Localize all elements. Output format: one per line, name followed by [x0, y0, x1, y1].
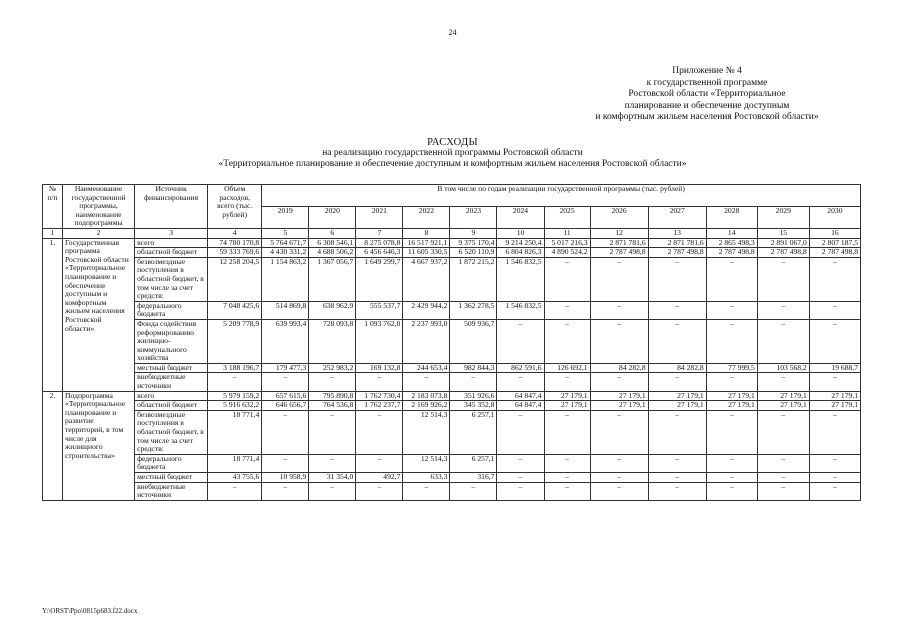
year-value-cell: 1 762 237,7 — [356, 401, 403, 411]
year-value-cell: – — [403, 482, 450, 500]
year-value-cell: 1 872 215,2 — [450, 257, 497, 301]
year-value-cell: 27 179,1 — [706, 391, 757, 401]
year-value-cell: 6 257,1 — [450, 410, 497, 454]
year-value-cell: 64 847,4 — [497, 401, 544, 411]
year-value-cell: – — [648, 373, 706, 391]
header-row — [43, 185, 861, 207]
column-number: 13 — [648, 228, 706, 238]
year-value-cell: 509 936,7 — [450, 319, 497, 363]
year-value-cell: – — [544, 257, 590, 301]
year-value-cell: – — [497, 473, 544, 483]
header-year: 2023 — [450, 206, 497, 228]
year-value-cell: 103 568,2 — [757, 363, 809, 373]
total-cell: 5 209 778,9 — [208, 319, 262, 363]
header-year: 2028 — [706, 206, 757, 228]
funding-source: внебюджетные источники — [135, 482, 208, 500]
year-value-cell: – — [648, 257, 706, 301]
table-row — [43, 248, 861, 258]
year-value-cell: 6 308 546,1 — [309, 238, 356, 248]
year-value-cell: 1 362 278,5 — [450, 301, 497, 319]
total-cell: 59 333 769,6 — [208, 248, 262, 258]
year-value-cell: 633,3 — [403, 473, 450, 483]
year-value-cell: – — [648, 473, 706, 483]
appendix-header — [557, 66, 857, 124]
table-row — [43, 301, 861, 319]
year-value-cell: 27 179,1 — [544, 391, 590, 401]
year-value-cell: 862 591,6 — [497, 363, 544, 373]
year-value-cell: 2 871 781,6 — [648, 238, 706, 248]
year-value-cell: – — [403, 373, 450, 391]
column-number: 7 — [356, 228, 403, 238]
year-value-cell: 2 787 498,8 — [706, 248, 757, 258]
header-year: 2024 — [497, 206, 544, 228]
appendix-line: к государственной программе — [646, 77, 768, 88]
year-value-cell: 84 282,8 — [590, 363, 648, 373]
column-number: 16 — [809, 228, 860, 238]
column-number: 12 — [590, 228, 648, 238]
column-number: 15 — [757, 228, 809, 238]
expenses-table — [42, 184, 861, 501]
year-value-cell: 6 520 110,9 — [450, 248, 497, 258]
year-value-cell: – — [450, 373, 497, 391]
year-value-cell: – — [497, 373, 544, 391]
year-value-cell: – — [809, 301, 860, 319]
year-value-cell: – — [544, 301, 590, 319]
year-value-cell: – — [590, 473, 648, 483]
total-cell: – — [208, 373, 262, 391]
funding-source: местный бюджет — [135, 363, 208, 373]
year-value-cell: – — [706, 410, 757, 454]
year-value-cell: 351 926,6 — [450, 391, 497, 401]
year-value-cell: 9 214 250,4 — [497, 238, 544, 248]
page-number: 24 — [448, 28, 457, 37]
table-row — [43, 391, 861, 401]
year-value-cell: 19 688,7 — [809, 363, 860, 373]
year-value-cell: 27 179,1 — [809, 391, 860, 401]
year-value-cell: 31 354,0 — [309, 473, 356, 483]
year-value-cell: – — [590, 373, 648, 391]
year-value-cell: – — [648, 454, 706, 472]
year-value-cell: – — [757, 373, 809, 391]
year-value-cell: 2 169 926,2 — [403, 401, 450, 411]
year-value-cell: 84 282,8 — [648, 363, 706, 373]
table-row — [43, 257, 861, 301]
year-value-cell: 2 865 498,3 — [706, 238, 757, 248]
column-number: 3 — [135, 228, 208, 238]
year-value-cell: 27 179,1 — [757, 401, 809, 411]
row-number: 2. — [43, 391, 63, 500]
year-value-cell: – — [706, 319, 757, 363]
year-value-cell: 1 762 730,4 — [356, 391, 403, 401]
funding-source: всего — [135, 238, 208, 248]
year-value-cell: 2 787 498,8 — [590, 248, 648, 258]
header-year: 2022 — [403, 206, 450, 228]
year-value-cell: 1 367 056,7 — [309, 257, 356, 301]
column-number: 1 — [43, 228, 63, 238]
total-cell: 3 188 196,7 — [208, 363, 262, 373]
column-number: 5 — [262, 228, 309, 238]
year-value-cell: 4 667 937,2 — [403, 257, 450, 301]
year-value-cell: 126 692,1 — [544, 363, 590, 373]
year-value-cell: – — [590, 319, 648, 363]
year-value-cell: – — [262, 373, 309, 391]
header-total: Объем расходов, всего (тыс. рублей) — [208, 185, 262, 229]
funding-source: всего — [135, 391, 208, 401]
year-value-cell: – — [648, 301, 706, 319]
header-year: 2025 — [544, 206, 590, 228]
appendix-line: планирование и обеспечение доступным — [624, 100, 790, 111]
year-value-cell: – — [590, 410, 648, 454]
year-value-cell: 2 787 498,8 — [809, 248, 860, 258]
row-number: 1. — [43, 238, 63, 391]
year-value-cell: – — [590, 301, 648, 319]
year-value-cell: 6 804 826,3 — [497, 248, 544, 258]
year-value-cell: – — [497, 319, 544, 363]
year-value-cell: – — [309, 454, 356, 472]
column-number: 2 — [63, 228, 135, 238]
year-value-cell: – — [356, 482, 403, 500]
year-value-cell: – — [757, 410, 809, 454]
year-value-cell: 982 844,3 — [450, 363, 497, 373]
year-value-cell: – — [706, 482, 757, 500]
year-value-cell: 2 237 993,0 — [403, 319, 450, 363]
year-value-cell: 5 764 671,7 — [262, 238, 309, 248]
year-value-cell: 1 154 863,2 — [262, 257, 309, 301]
year-value-cell: – — [544, 473, 590, 483]
funding-source: Фонда содействия реформированию жилищно-коммунального хозяйства — [135, 319, 208, 363]
year-value-cell: 2 787 498,8 — [757, 248, 809, 258]
appendix-line: Ростовской области «Территориальное — [628, 89, 786, 99]
year-value-cell: 795 890,8 — [309, 391, 356, 401]
year-value-cell: 5 017 216,3 — [544, 238, 590, 248]
year-value-cell: 27 179,1 — [590, 401, 648, 411]
title-heading: РАСХОДЫ — [427, 137, 478, 148]
title-line: «Территориальное планирование и обеспечение доступным и комфортным жильем населения Ростовской области» — [218, 159, 687, 169]
column-number: 6 — [309, 228, 356, 238]
funding-source: местный бюджет — [135, 473, 208, 483]
table-row — [43, 482, 861, 500]
year-value-cell: – — [497, 410, 544, 454]
header-name: Наименование государственной программы, наименование подпрограммы — [63, 185, 135, 229]
year-value-cell: – — [706, 301, 757, 319]
year-value-cell: 1 546 832,5 — [497, 257, 544, 301]
year-value-cell: – — [757, 257, 809, 301]
header-year: 2029 — [757, 206, 809, 228]
year-value-cell: – — [450, 482, 497, 500]
year-value-cell: – — [544, 454, 590, 472]
year-value-cell: – — [809, 473, 860, 483]
funding-source: областной бюджет — [135, 248, 208, 258]
column-number-row — [43, 228, 861, 238]
year-value-cell: – — [706, 454, 757, 472]
year-value-cell: – — [809, 257, 860, 301]
year-value-cell: – — [262, 454, 309, 472]
year-value-cell: – — [356, 454, 403, 472]
year-value-cell: 316,7 — [450, 473, 497, 483]
year-value-cell: 12 514,3 — [403, 410, 450, 454]
year-value-cell: – — [309, 482, 356, 500]
year-value-cell: 639 993,4 — [262, 319, 309, 363]
header-years-group: В том числе по годам реализации государственной программы (тыс. рублей) — [262, 185, 861, 207]
year-value-cell: 11 605 330,5 — [403, 248, 450, 258]
total-cell: – — [208, 482, 262, 500]
table-row — [43, 401, 861, 411]
year-value-cell: 169 132,8 — [356, 363, 403, 373]
year-value-cell: – — [590, 482, 648, 500]
year-value-cell: – — [497, 454, 544, 472]
year-value-cell: 646 656,7 — [262, 401, 309, 411]
column-number: 9 — [450, 228, 497, 238]
year-value-cell: 2 807 187,5 — [809, 238, 860, 248]
table-row — [43, 454, 861, 472]
year-value-cell: 10 958,9 — [262, 473, 309, 483]
column-number: 8 — [403, 228, 450, 238]
title-line: на реализацию государственной программы Ростовской области — [322, 148, 583, 158]
header-source: Источник финансирования — [135, 185, 208, 229]
document-title — [0, 137, 905, 170]
year-value-cell: – — [590, 257, 648, 301]
year-value-cell: – — [356, 373, 403, 391]
year-value-cell: – — [544, 373, 590, 391]
year-value-cell: 244 653,4 — [403, 363, 450, 373]
year-value-cell: 514 869,8 — [262, 301, 309, 319]
appendix-line: Приложение № 4 — [672, 66, 742, 76]
year-value-cell: 12 514,3 — [403, 454, 450, 472]
year-value-cell: 728 093,8 — [309, 319, 356, 363]
total-cell: 18 771,4 — [208, 410, 262, 454]
year-value-cell: – — [356, 410, 403, 454]
year-value-cell: 492,7 — [356, 473, 403, 483]
year-value-cell: 6 257,1 — [450, 454, 497, 472]
year-value-cell: – — [809, 410, 860, 454]
year-value-cell: 27 179,1 — [648, 391, 706, 401]
table-row — [43, 373, 861, 391]
year-value-cell: 4 890 524,2 — [544, 248, 590, 258]
program-name: Государственная программа Ростовской области «Территориальное планирование и обеспечение доступным и комфортным жильем населения Ростовской области» — [63, 238, 135, 391]
year-value-cell: 27 179,1 — [590, 391, 648, 401]
year-value-cell: – — [262, 482, 309, 500]
year-value-cell: – — [809, 373, 860, 391]
column-number: 11 — [544, 228, 590, 238]
funding-source: внебюджетные источники — [135, 373, 208, 391]
year-value-cell: – — [757, 454, 809, 472]
year-value-cell: – — [309, 410, 356, 454]
total-cell: 5 979 159,2 — [208, 391, 262, 401]
year-value-cell: 64 847,4 — [497, 391, 544, 401]
year-value-cell: 2 429 944,2 — [403, 301, 450, 319]
year-value-cell: 6 456 646,3 — [356, 248, 403, 258]
year-value-cell: – — [648, 319, 706, 363]
year-value-cell: – — [706, 473, 757, 483]
total-cell: 5 916 632,2 — [208, 401, 262, 411]
year-value-cell: – — [544, 482, 590, 500]
year-value-cell: 4 688 506,2 — [309, 248, 356, 258]
year-value-cell: 2 871 781,6 — [590, 238, 648, 248]
column-number: 4 — [208, 228, 262, 238]
header-year: 2026 — [590, 206, 648, 228]
file-path-footer: Y:\ORST\Ppo\0815p683.f22.docx — [42, 607, 138, 615]
header-year: 2027 — [648, 206, 706, 228]
total-cell: 43 755,6 — [208, 473, 262, 483]
year-value-cell: 1 093 762,0 — [356, 319, 403, 363]
header-year: 2030 — [809, 206, 860, 228]
year-value-cell: – — [497, 482, 544, 500]
year-value-cell: 252 983,2 — [309, 363, 356, 373]
total-cell: 7 048 425,6 — [208, 301, 262, 319]
total-cell: 74 780 170,8 — [208, 238, 262, 248]
year-value-cell: 27 179,1 — [648, 401, 706, 411]
column-number: 14 — [706, 228, 757, 238]
year-value-cell: – — [706, 257, 757, 301]
year-value-cell: – — [809, 454, 860, 472]
year-value-cell: – — [590, 454, 648, 472]
year-value-cell: – — [309, 373, 356, 391]
total-cell: 12 258 204,5 — [208, 257, 262, 301]
table-row — [43, 410, 861, 454]
funding-source: безвозмездные поступления в областной бюджет, в том числе за счет средств: — [135, 257, 208, 301]
year-value-cell: – — [262, 410, 309, 454]
year-value-cell: 8 275 078,8 — [356, 238, 403, 248]
year-value-cell: – — [757, 319, 809, 363]
year-value-cell: – — [809, 319, 860, 363]
year-value-cell: 764 536,8 — [309, 401, 356, 411]
year-value-cell: – — [757, 301, 809, 319]
header-year: 2020 — [309, 206, 356, 228]
year-value-cell: 2 787 498,8 — [648, 248, 706, 258]
year-value-cell: 2 891 067,0 — [757, 238, 809, 248]
year-value-cell: – — [757, 473, 809, 483]
year-value-cell: – — [809, 482, 860, 500]
header-num: № п/п — [43, 185, 63, 229]
table-row — [43, 238, 861, 248]
year-value-cell: – — [544, 319, 590, 363]
year-value-cell: 555 537,7 — [356, 301, 403, 319]
header-year: 2021 — [356, 206, 403, 228]
table-row — [43, 473, 861, 483]
year-value-cell: 16 517 921,1 — [403, 238, 450, 248]
year-value-cell: 1 649 299,7 — [356, 257, 403, 301]
year-value-cell: – — [757, 482, 809, 500]
year-value-cell: 345 352,8 — [450, 401, 497, 411]
year-value-cell: 1 546 832,5 — [497, 301, 544, 319]
table-row — [43, 363, 861, 373]
year-value-cell: 179 477,3 — [262, 363, 309, 373]
year-value-cell: – — [544, 410, 590, 454]
year-value-cell: 77 999,5 — [706, 363, 757, 373]
year-value-cell: – — [648, 482, 706, 500]
year-value-cell: 2 183 073,8 — [403, 391, 450, 401]
year-value-cell: 657 615,6 — [262, 391, 309, 401]
year-value-cell: – — [706, 373, 757, 391]
total-cell: 18 771,4 — [208, 454, 262, 472]
year-value-cell: 9 375 170,4 — [450, 238, 497, 248]
year-value-cell: 638 962,9 — [309, 301, 356, 319]
header-year: 2019 — [262, 206, 309, 228]
program-name: Подпрограмма «Территориальное планирование и развитие территорий, в том числе для жилищного строительства» — [63, 391, 135, 500]
year-value-cell: 27 179,1 — [706, 401, 757, 411]
funding-source: федерального бюджета — [135, 454, 208, 472]
year-value-cell: 4 430 331,2 — [262, 248, 309, 258]
funding-source: безвозмездные поступления в областной бюджет, в том числе за счет средств: — [135, 410, 208, 454]
funding-source: областной бюджет — [135, 401, 208, 411]
year-value-cell: 27 179,1 — [544, 401, 590, 411]
column-number: 10 — [497, 228, 544, 238]
table-row — [43, 319, 861, 363]
year-value-cell: 27 179,1 — [809, 401, 860, 411]
appendix-line: и комфортным жильем населения Ростовской области» — [595, 112, 819, 122]
year-value-cell: 27 179,1 — [757, 391, 809, 401]
year-value-cell: – — [648, 410, 706, 454]
funding-source: федерального бюджета — [135, 301, 208, 319]
